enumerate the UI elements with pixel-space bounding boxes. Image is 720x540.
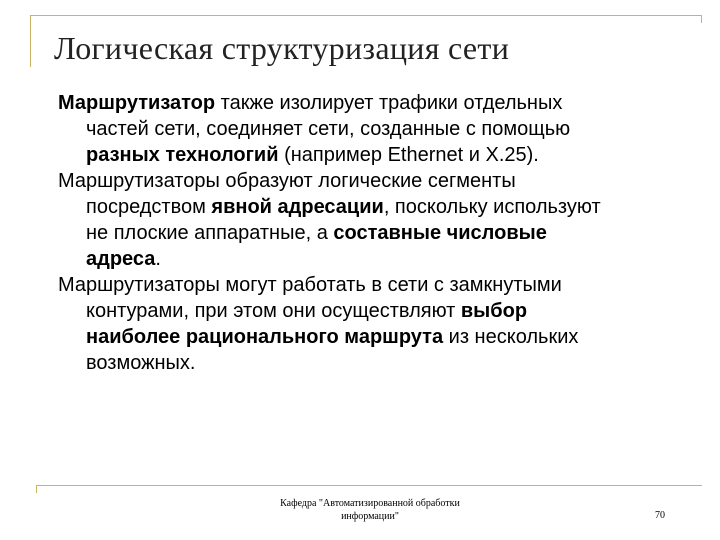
- footer-line-1: Кафедра "Автоматизированной обработки: [280, 498, 460, 509]
- term-different-technologies: разных технологий: [86, 144, 279, 166]
- paragraph-text: Маршрутизаторы могут работать в сети с замкнутыми контурами, при этом они осуществляют: [58, 274, 562, 322]
- term-router: Маршрутизатор: [58, 92, 216, 114]
- paragraph-router: [58, 90, 618, 168]
- term-route-selection: выбор наиболее рационального маршрута: [86, 300, 528, 348]
- paragraph-text: , поскольку используют не плоские аппаратные, а: [86, 196, 601, 244]
- footer-line-2: информации": [341, 511, 399, 522]
- paragraph-text: из нескольких возможных.: [86, 326, 579, 374]
- paragraph-text: (например Ethernet и X.25).: [278, 144, 539, 166]
- paragraph-text: .: [155, 248, 161, 270]
- bottom-left-tick: [36, 485, 37, 493]
- bottom-border-line: [36, 485, 702, 487]
- term-explicit-addressing: явной адресации: [211, 196, 384, 218]
- top-right-tick: [701, 15, 702, 23]
- page-number: 70: [655, 510, 665, 521]
- left-border-line: [30, 15, 32, 67]
- paragraph-segments: [58, 168, 618, 272]
- slide-title: Логическая структуризация сети: [54, 30, 510, 66]
- paragraph-text: также изолирует трафики отдельных частей сети, соединяет сети, созданные с помощью: [86, 92, 571, 140]
- term-composite-addresses: составные числовые адреса: [86, 222, 547, 270]
- paragraph-text: Маршрутизаторы образуют логические сегменты посредством: [58, 170, 516, 218]
- paragraph-loops: [58, 272, 618, 376]
- top-border-line: [30, 15, 702, 17]
- slide-body: [58, 90, 618, 376]
- footer-department: [240, 497, 500, 523]
